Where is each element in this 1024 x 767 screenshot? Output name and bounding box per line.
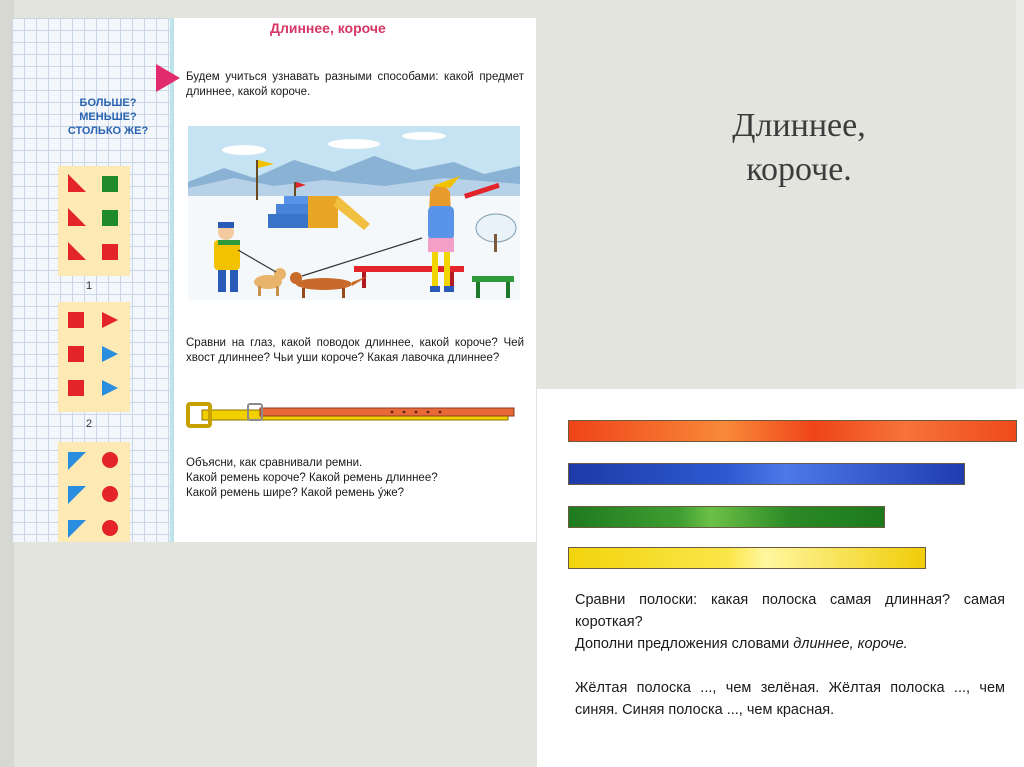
task-card-1	[58, 166, 130, 276]
red-square-shape	[68, 312, 84, 328]
green-strip	[568, 506, 885, 528]
blue-triangle-shape	[68, 520, 86, 538]
intro-text: Будем учиться узнавать разными способами: какой предмет длиннее, какой короче.	[186, 71, 524, 98]
girl-coat-shape	[428, 206, 454, 240]
red-circle-shape	[102, 520, 118, 536]
winter-scene-illustration	[184, 126, 524, 304]
pink-marker-arrow-icon	[156, 64, 180, 92]
task-card-3	[58, 442, 130, 542]
textbook-page-left	[12, 18, 536, 542]
complete-sentences-text: Дополни предложения словами длиннее, короче.	[575, 636, 908, 652]
textbook-page-right	[537, 389, 1024, 767]
blue-triangle-shape	[68, 452, 86, 470]
cloud-shape	[402, 132, 446, 140]
task-card-2	[58, 302, 130, 412]
cloud-shape	[222, 145, 266, 155]
side-title: БОЛЬШЕ? МЕНЬШЕ? СТОЛЬКО ЖЕ?	[67, 97, 149, 137]
red-triangle-shape	[68, 174, 86, 192]
red-circle-shape	[102, 452, 118, 468]
red-strip	[568, 420, 1017, 442]
narrow-orange-belt-shape	[260, 408, 514, 416]
short-bench-shape	[472, 276, 514, 282]
green-square-shape	[102, 210, 118, 226]
slide-title: Длиннее, короче.	[732, 107, 866, 188]
red-triangle-shape	[68, 208, 86, 226]
blue-strip	[568, 463, 965, 485]
slide-tower-shape	[308, 196, 338, 228]
red-triangle-shape	[102, 312, 118, 328]
red-square-shape	[68, 380, 84, 396]
blue-triangle-shape	[102, 346, 118, 362]
cloud-shape	[328, 139, 380, 149]
blue-triangle-shape	[68, 486, 86, 504]
stairs-shape	[268, 214, 308, 228]
red-triangle-shape	[68, 242, 86, 260]
belts-illustration	[184, 398, 524, 434]
green-square-shape	[102, 176, 118, 192]
strips-task-text: Сравни полоски: какая полоска самая длинная? самая короткая?	[575, 592, 1005, 630]
red-square-shape	[68, 346, 84, 362]
margin-border	[170, 18, 174, 542]
task-number-2: 2	[86, 418, 93, 430]
red-circle-shape	[102, 486, 118, 502]
yellow-strip	[568, 547, 926, 569]
blue-triangle-shape	[102, 380, 118, 396]
question-compare-text: Сравни на глаз, какой поводок длиннее, какой короче? Чей хвост длиннее? Чьи уши короче? Какая лавочка длиннее?	[186, 337, 524, 364]
task-number-1: 1	[86, 280, 93, 292]
lesson-title: Длиннее, короче	[270, 20, 386, 36]
red-square-shape	[102, 244, 118, 260]
fill-in-sentences-text: Жёлтая полоска ..., чем зелёная. Жёлтая полоска ..., чем синяя. Синяя полоска ..., чем красная.	[575, 680, 1005, 718]
question-belts-block: Объясни, как сравнивали ремни. Какой ремень короче? Какой ремень длиннее? Какой ремень шире? Какой ремень у́же?	[186, 457, 438, 499]
